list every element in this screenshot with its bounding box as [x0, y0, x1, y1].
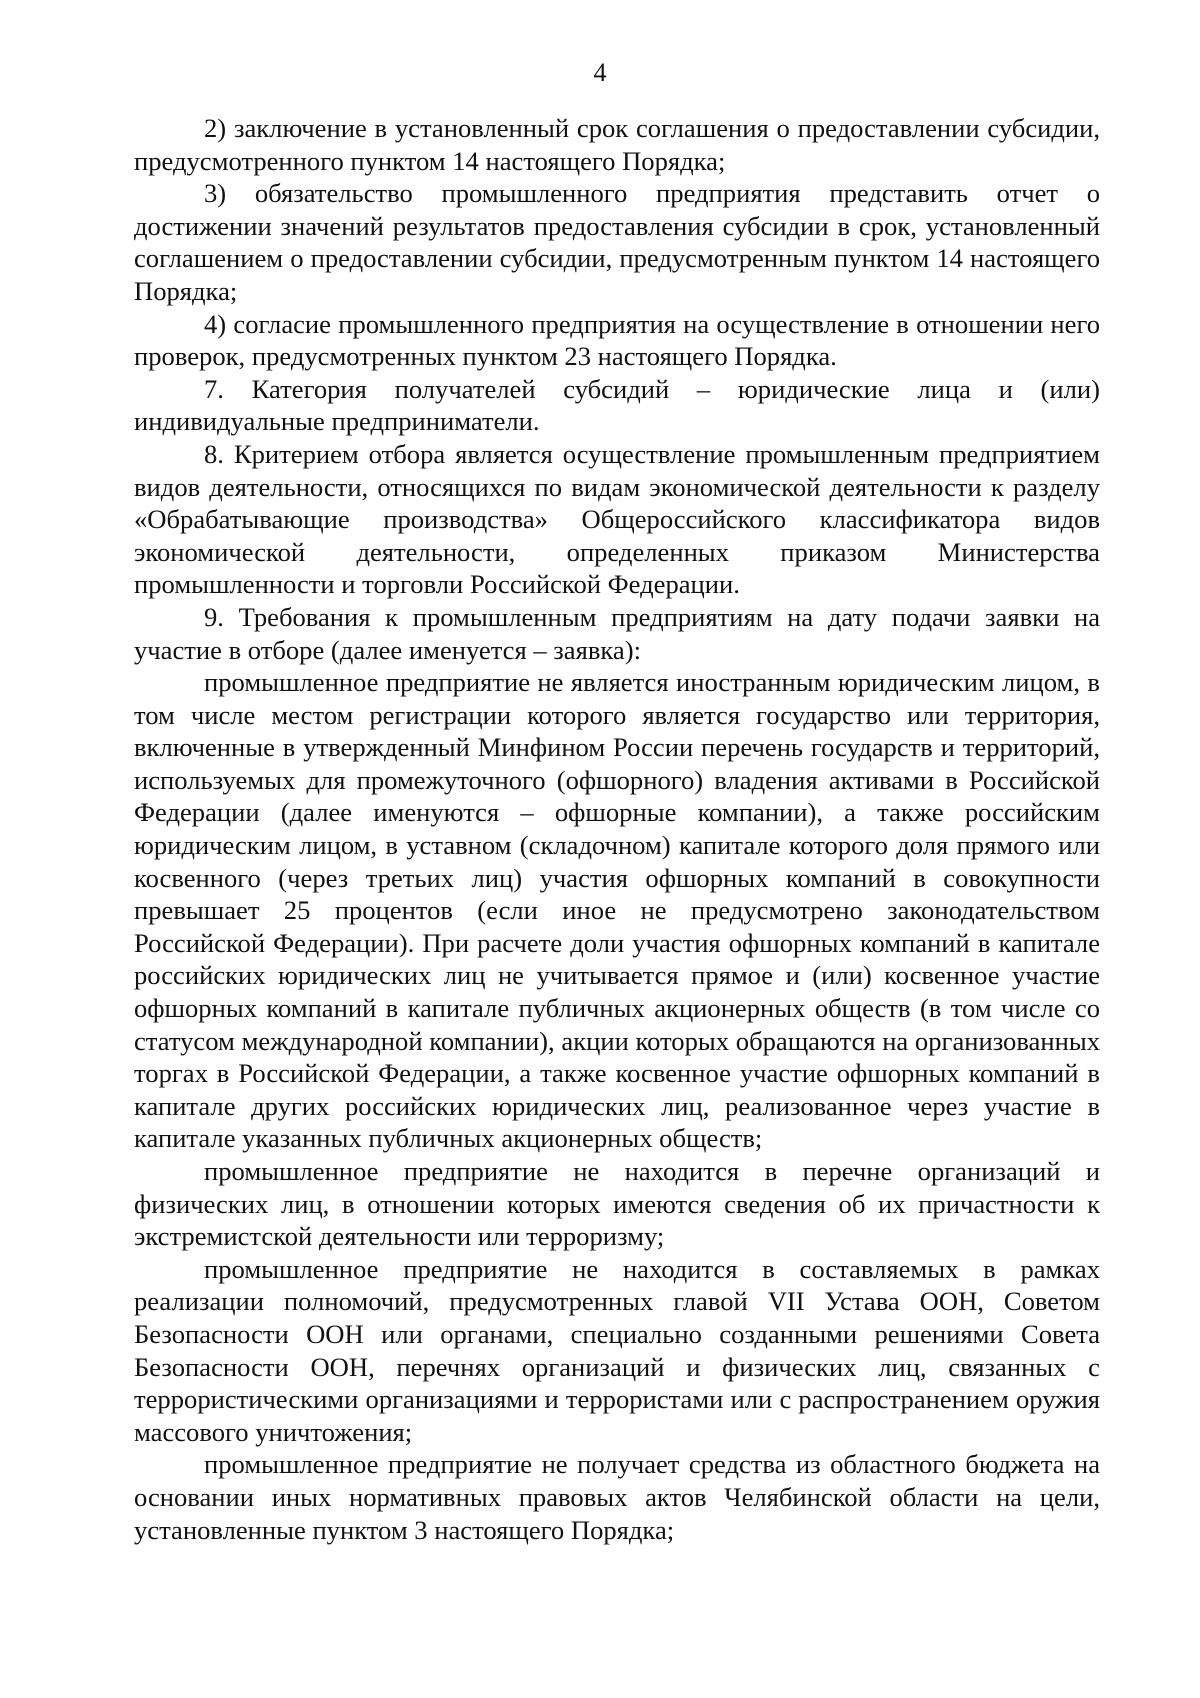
requirement-offshore: промышленное предприятие не является иностранным юридическим лицом, в том числе местом регистрации которого является государство или территория, включенные в утвержденный Минфином России перечень государств и территорий, используемых для промежуточного (офшорного) владения активами в Российской Федерации (далее именуются – офшорные компании), а также российским юридическим лицом, в уставном (складочном) капитале которого доля прямого или косвенного (через третьих лиц) участия офшорных компаний в совокупности превышает 25 процентов (если иное не предусмотрено законодательством Российской Федерации). При расчете доли участия офшорных компаний в капитале российских юридических лиц не учитывается прямое и (или) косвенное участие офшорных компаний в капитале публичных акционерных обществ (в том числе со статусом международной компании), акции которых обращаются на организованных торгах в Российской Федерации, а также косвенное участие офшорных компаний в капитале других российских юридических лиц, реализованное через участие в капитале указанных публичных акционерных обществ; — [134, 667, 1100, 1154]
requirement-extremism-list: промышленное предприятие не находится в перечне организаций и физических лиц, в отношении которых имеются сведения об их причастности к экстремистской деятельности или терроризму; — [134, 1156, 1100, 1252]
paragraph-clause-7: 7. Категория получателей субсидий – юридические лица и (или) индивидуальные предприниматели. — [134, 373, 1100, 437]
paragraph-clause-9: 9. Требования к промышленным предприятиям на дату подачи заявки на участие в отборе (далее именуется – заявка): — [134, 601, 1100, 665]
page-number: 4 — [593, 58, 607, 87]
document-body — [134, 112, 1100, 1546]
paragraph-item-2: 2) заключение в установленный срок соглашения о предоставлении субсидии, предусмотренного пунктом 14 настоящего Порядка; — [134, 113, 1100, 176]
requirement-un-sanctions: промышленное предприятие не находится в составляемых в рамках реализации полномочий, предусмотренных главой VII Устава ООН, Советом Безопасности ООН или органами, специально созданными решениями Совета Безопасности ООН, перечнях организаций и физических лиц, связанных с террористическими организациями и террористами или с распространением оружия массового уничтожения; — [134, 1253, 1100, 1447]
paragraph-item-3: 3) обязательство промышленного предприятия представить отчет о достижении значений результатов предоставления субсидии в срок, установленный соглашением о предоставлении субсидии, предусмотренным пунктом 14 настоящего Порядка; — [134, 178, 1100, 306]
paragraph-item-4: 4) согласие промышленного предприятия на осуществление в отношении него проверок, предусмотренных пунктом 23 настоящего Порядка. — [134, 308, 1100, 372]
requirement-regional-budget: промышленное предприятие не получает средства из областного бюджета на основании иных нормативных правовых актов Челябинской области на цели, установленные пунктом 3 настоящего Порядка; — [134, 1449, 1100, 1545]
paragraph-clause-8: 8. Критерием отбора является осуществление промышленным предприятием видов деятельности, относящихся по видам экономической деятельности к разделу «Обрабатывающие производства» Общероссийского классификатора видов экономической деятельности, определенных приказом Министерства промышленности и торговли Российской Федерации. — [134, 438, 1100, 600]
